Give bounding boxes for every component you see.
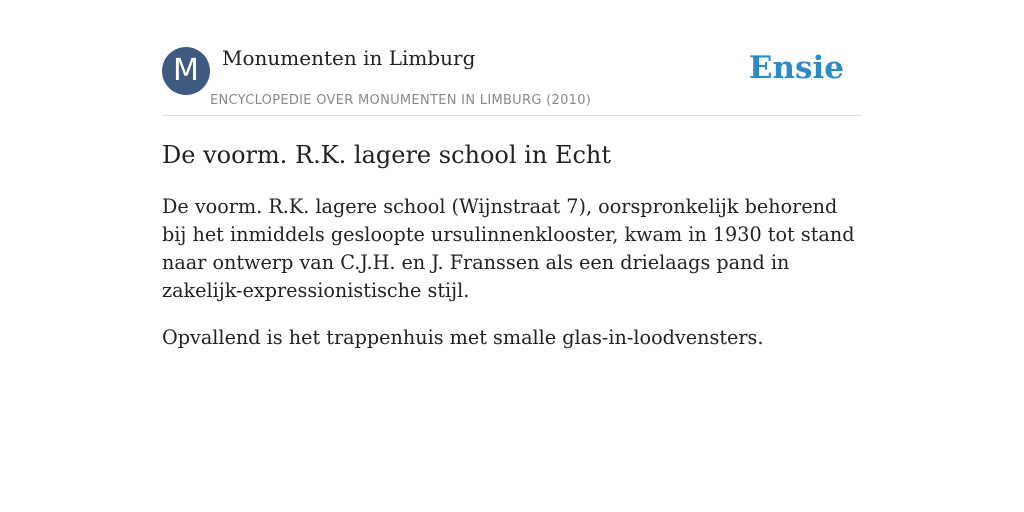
article-paragraph: Opvallend is het trappenhuis met smalle glas-in-loodvensters. <box>162 326 764 349</box>
source-avatar[interactable] <box>162 47 210 95</box>
source-title-link[interactable]: Monumenten in Limburg <box>222 46 476 70</box>
avatar-letter: M <box>173 53 199 88</box>
article-body <box>162 193 862 371</box>
source-header <box>162 0 862 116</box>
ensie-logo-link[interactable]: Ensie <box>748 50 844 86</box>
source-subtitle: ENCYCLOPEDIE OVER MONUMENTEN IN LIMBURG (2010) <box>210 93 592 108</box>
page-container <box>162 0 862 349</box>
article-title: De voorm. R.K. lagere school in Echt <box>162 141 612 169</box>
article-paragraph: De voorm. R.K. lagere school (Wijnstraat 7), oorspronkelijk behorend bij het inmiddels gesloopte ursulinnenklooster, kwam in 1930 tot stand naar ontwerp van C.J.H. en J. Franssen als een drielaags pand in zakelijk-expressionistische stijl. <box>162 195 855 302</box>
